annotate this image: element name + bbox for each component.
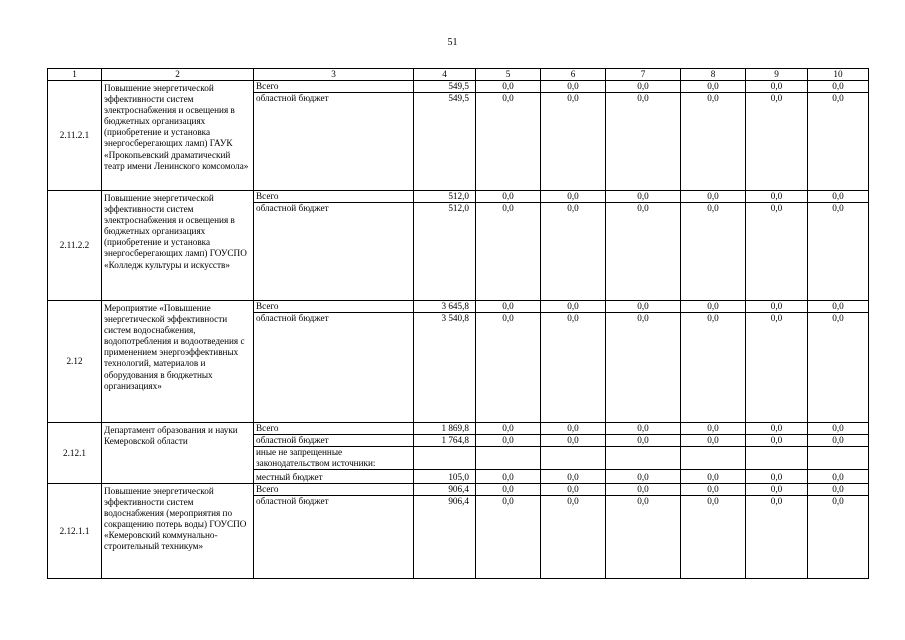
year-value: 0,0: [808, 423, 869, 435]
total-value: 549,5: [414, 93, 476, 191]
page-number: 51: [447, 37, 458, 48]
year-value: 0,0: [541, 313, 606, 423]
funding-source: областной бюджет: [254, 203, 414, 301]
year-value: 0,0: [808, 435, 869, 447]
year-value: 0,0: [808, 203, 869, 301]
header-row: [48, 69, 869, 81]
year-value: [606, 447, 681, 470]
year-value: 0,0: [541, 191, 606, 203]
header-cell: 7: [606, 69, 681, 81]
year-value: 0,0: [746, 435, 808, 447]
year-value: 0,0: [476, 423, 541, 435]
total-value: [414, 447, 476, 470]
year-value: 0,0: [681, 191, 746, 203]
year-value: 0,0: [606, 301, 681, 313]
year-value: 0,0: [541, 470, 606, 484]
total-value: 3 540,8: [414, 313, 476, 423]
table-row: [48, 423, 869, 435]
year-value: 0,0: [808, 191, 869, 203]
header-cell: 8: [681, 69, 746, 81]
year-value: 0,0: [808, 301, 869, 313]
table-row: [48, 484, 869, 496]
year-value: 0,0: [606, 313, 681, 423]
funding-source: областной бюджет: [254, 435, 414, 447]
funding-source: Всего: [254, 484, 414, 496]
year-value: 0,0: [476, 313, 541, 423]
year-value: 0,0: [541, 496, 606, 579]
year-value: 0,0: [746, 484, 808, 496]
item-description: Департамент образования и науки Кемеровской области: [102, 423, 254, 484]
year-value: [681, 447, 746, 470]
year-value: 0,0: [746, 203, 808, 301]
year-value: 0,0: [746, 81, 808, 93]
total-value: 3 645,8: [414, 301, 476, 313]
year-value: 0,0: [808, 81, 869, 93]
total-value: 1 764,8: [414, 435, 476, 447]
item-description: Повышение энергетической эффективности систем электроснабжения и освещения в бюджетных организациях (приобретение и установка энергосберегающих ламп) ГАУК «Прокопьевский драматический театр имени Ленинского комсомола»: [102, 81, 254, 191]
budget-table: [47, 68, 869, 579]
total-value: 906,4: [414, 484, 476, 496]
year-value: 0,0: [476, 191, 541, 203]
funding-source: местный бюджет: [254, 470, 414, 484]
year-value: 0,0: [606, 81, 681, 93]
year-value: 0,0: [476, 203, 541, 301]
year-value: 0,0: [681, 484, 746, 496]
year-value: 0,0: [681, 496, 746, 579]
table-row: [48, 191, 869, 203]
item-description: Повышение энергетической эффективности систем водоснабжения (мероприятия по сокращению потерь воды) ГОУСПО «Кемеровский коммунально-строительный техникум»: [102, 484, 254, 579]
funding-source: Всего: [254, 81, 414, 93]
year-value: 0,0: [476, 470, 541, 484]
year-value: 0,0: [541, 203, 606, 301]
year-value: 0,0: [681, 301, 746, 313]
year-value: 0,0: [808, 93, 869, 191]
year-value: 0,0: [746, 93, 808, 191]
year-value: 0,0: [541, 423, 606, 435]
year-value: 0,0: [476, 93, 541, 191]
year-value: 0,0: [746, 423, 808, 435]
header-cell: 3: [254, 69, 414, 81]
year-value: 0,0: [541, 301, 606, 313]
funding-source: областной бюджет: [254, 496, 414, 579]
year-value: 0,0: [808, 313, 869, 423]
item-code: 2.11.2.1: [48, 81, 102, 191]
item-code: 2.12.1.1: [48, 484, 102, 579]
total-value: 906,4: [414, 496, 476, 579]
year-value: 0,0: [681, 203, 746, 301]
year-value: [808, 447, 869, 470]
header-cell: 2: [102, 69, 254, 81]
year-value: 0,0: [476, 496, 541, 579]
year-value: 0,0: [681, 470, 746, 484]
year-value: 0,0: [681, 81, 746, 93]
funding-source: Всего: [254, 423, 414, 435]
year-value: 0,0: [476, 435, 541, 447]
year-value: 0,0: [746, 191, 808, 203]
year-value: 0,0: [681, 93, 746, 191]
year-value: 0,0: [606, 435, 681, 447]
year-value: 0,0: [606, 470, 681, 484]
year-value: 0,0: [606, 484, 681, 496]
year-value: 0,0: [681, 435, 746, 447]
funding-source: областной бюджет: [254, 313, 414, 423]
year-value: 0,0: [746, 313, 808, 423]
year-value: 0,0: [606, 423, 681, 435]
year-value: 0,0: [541, 435, 606, 447]
total-value: 512,0: [414, 191, 476, 203]
year-value: 0,0: [681, 423, 746, 435]
year-value: 0,0: [541, 484, 606, 496]
header-cell: 4: [414, 69, 476, 81]
header-cell: 6: [541, 69, 606, 81]
funding-source: Всего: [254, 301, 414, 313]
year-value: [541, 447, 606, 470]
year-value: 0,0: [606, 496, 681, 579]
year-value: 0,0: [541, 81, 606, 93]
year-value: 0,0: [541, 93, 606, 191]
year-value: [746, 447, 808, 470]
funding-source: Всего: [254, 191, 414, 203]
year-value: 0,0: [746, 496, 808, 579]
total-value: 105,0: [414, 470, 476, 484]
year-value: 0,0: [746, 470, 808, 484]
year-value: 0,0: [746, 301, 808, 313]
year-value: 0,0: [808, 484, 869, 496]
funding-source: областной бюджет: [254, 93, 414, 191]
table-row: [48, 301, 869, 313]
header-cell: 5: [476, 69, 541, 81]
year-value: 0,0: [476, 301, 541, 313]
year-value: 0,0: [476, 484, 541, 496]
total-value: 549,5: [414, 81, 476, 93]
total-value: 512,0: [414, 203, 476, 301]
year-value: [476, 447, 541, 470]
year-value: 0,0: [808, 470, 869, 484]
header-cell: 9: [746, 69, 808, 81]
total-value: 1 869,8: [414, 423, 476, 435]
year-value: 0,0: [606, 93, 681, 191]
funding-source: иные не запрещенные законодательством источники:: [254, 447, 414, 470]
item-code: 2.12.1: [48, 423, 102, 484]
item-code: 2.12: [48, 301, 102, 423]
year-value: 0,0: [476, 81, 541, 93]
table-row: [48, 81, 869, 93]
year-value: 0,0: [606, 191, 681, 203]
item-description: Мероприятие «Повышение энергетической эффективности систем водоснабжения, водопотребления и водоотведения с применением энергоэффективных технологий, материалов и оборудования в бюджетных организациях»: [102, 301, 254, 423]
year-value: 0,0: [606, 203, 681, 301]
year-value: 0,0: [681, 313, 746, 423]
item-code: 2.11.2.2: [48, 191, 102, 301]
header-cell: 1: [48, 69, 102, 81]
header-cell: 10: [808, 69, 869, 81]
year-value: 0,0: [808, 496, 869, 579]
item-description: Повышение энергетической эффективности систем электроснабжения и освещения в бюджетных организациях (приобретение и установка энергосберегающих ламп) ГОУСПО «Колледж культуры и искусств»: [102, 191, 254, 301]
